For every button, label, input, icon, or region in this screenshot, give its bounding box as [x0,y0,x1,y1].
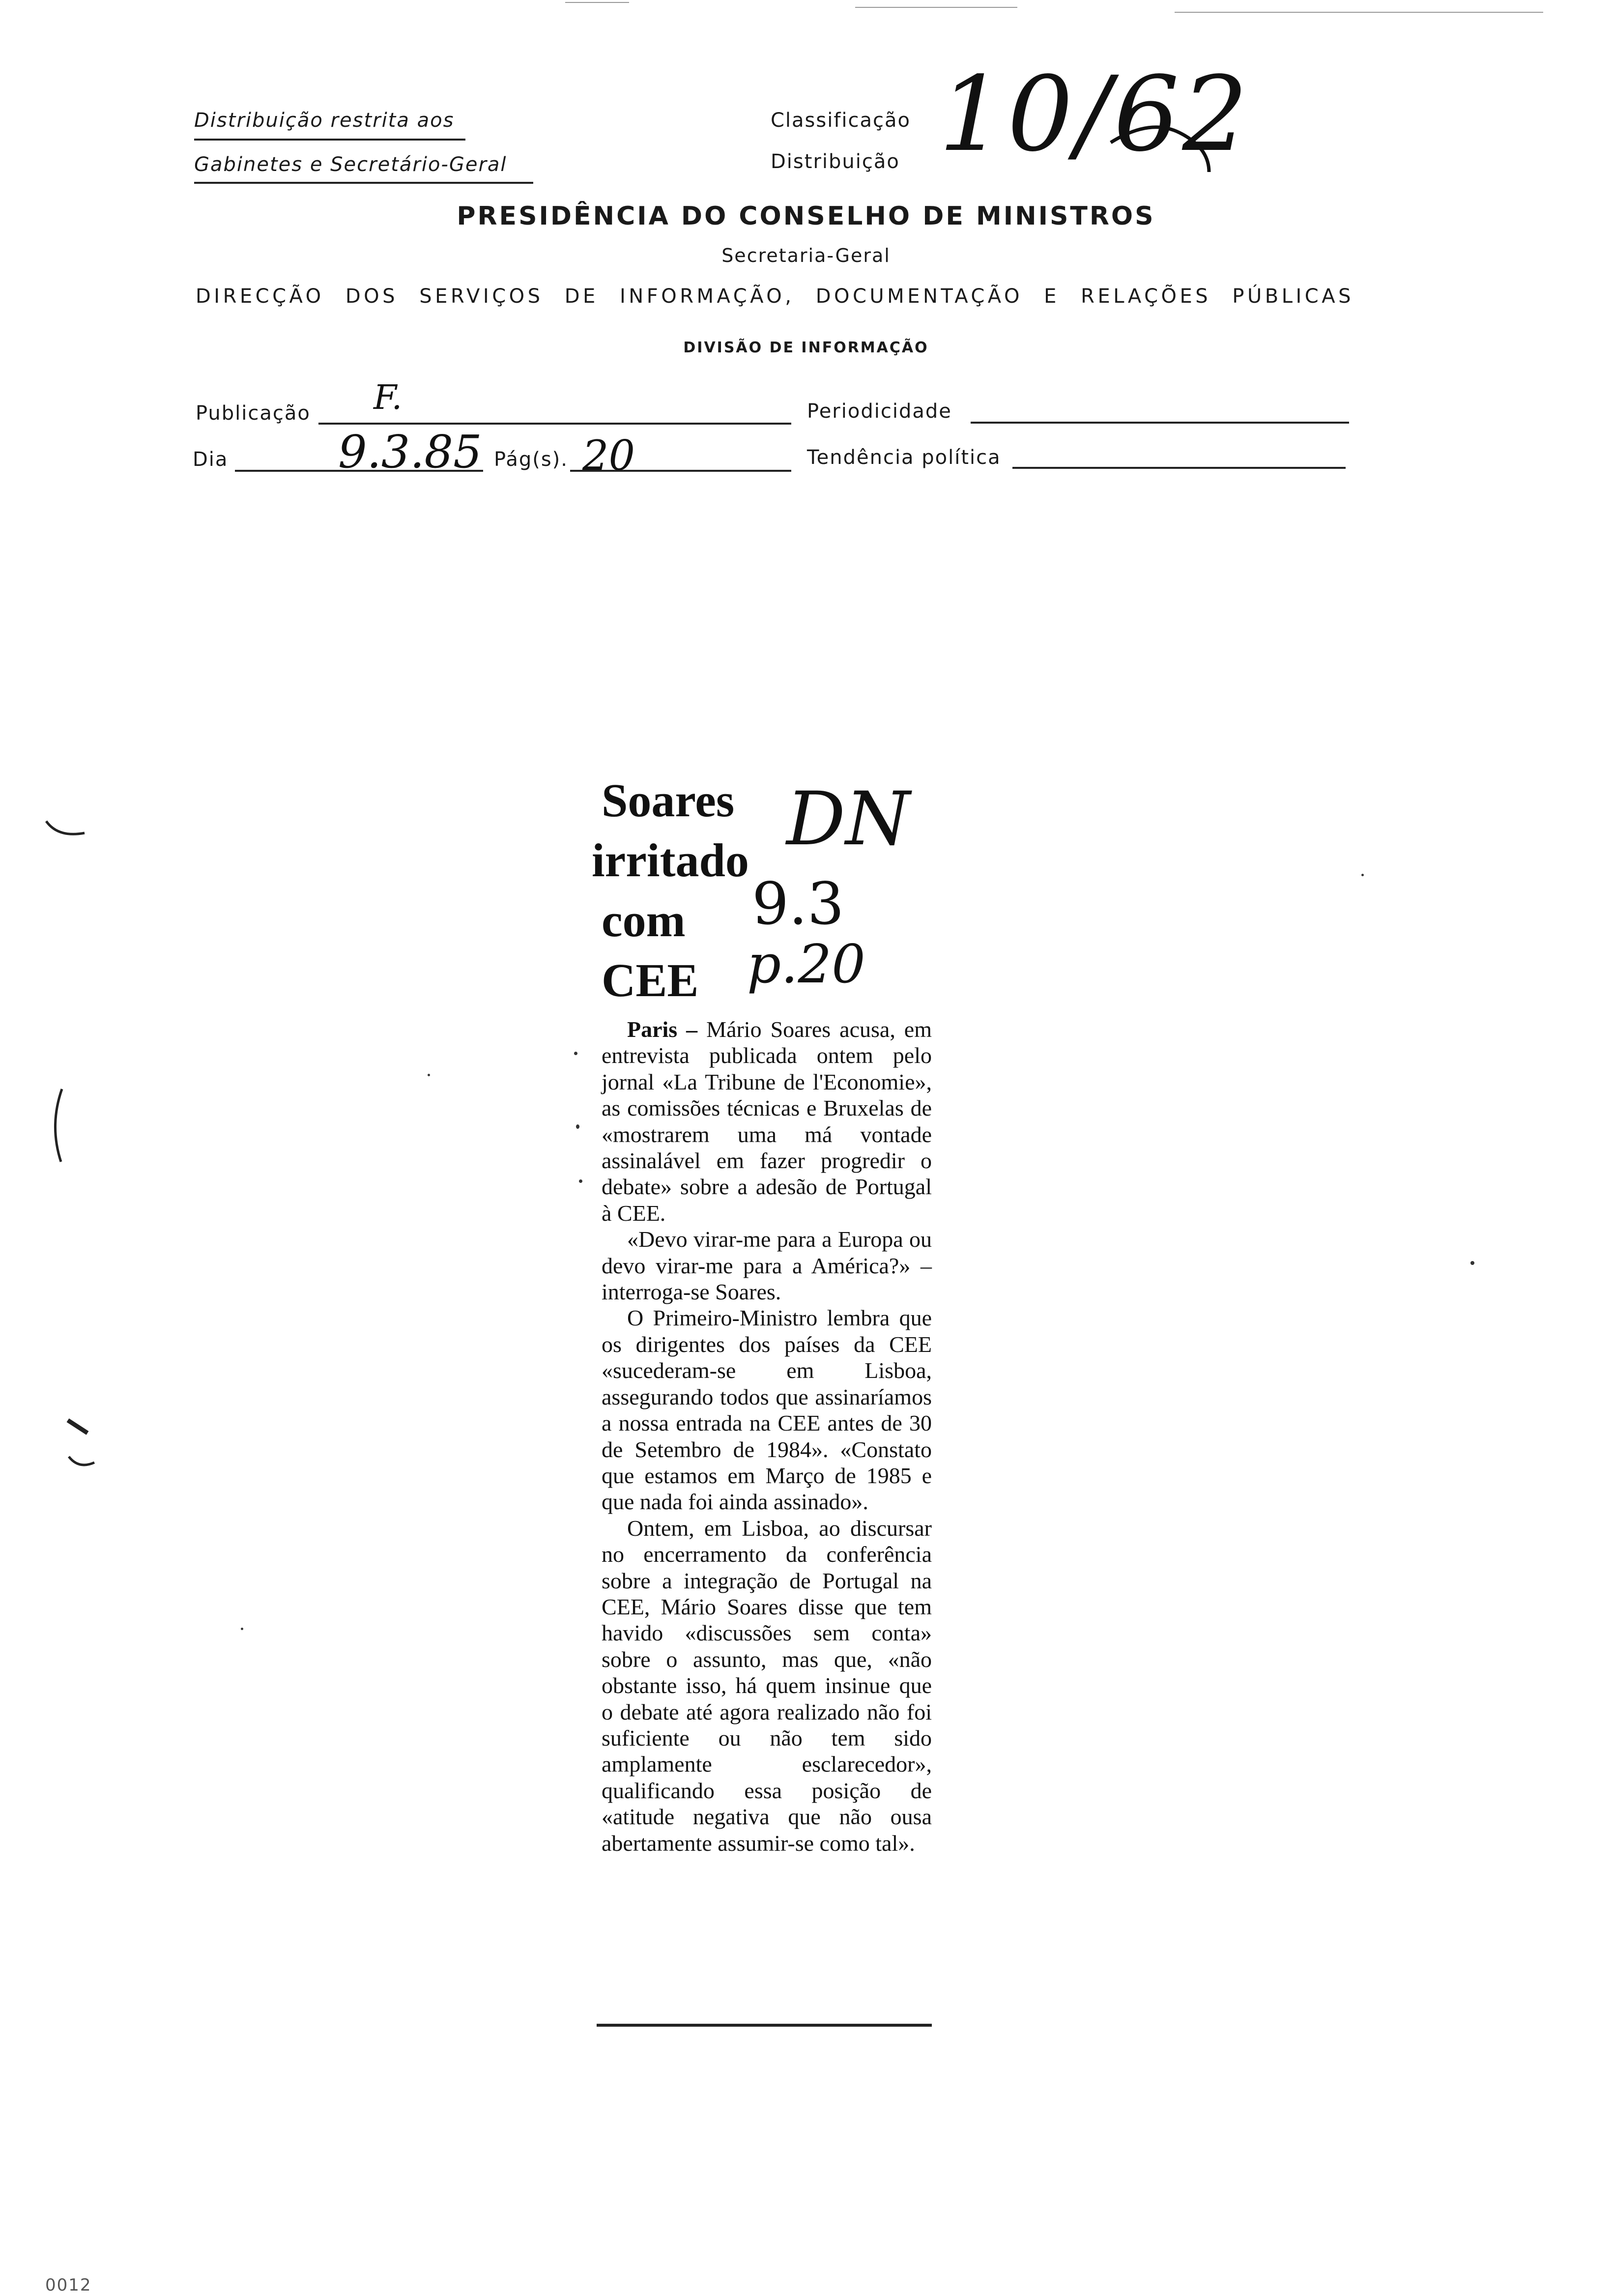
distribution-restriction-line2: Gabinetes e Secretário-Geral [194,153,507,176]
periodicity-field-line [971,422,1349,424]
scan-speck [428,1074,430,1076]
publication-field-line [318,423,791,425]
publication-label: Publicação [196,402,311,425]
directorate-title: DIRECÇÃO DOS SERVIÇOS DE INFORMAÇÃO, DOCUMENTAÇÃO E RELAÇÕES PÚBLICAS [196,285,1354,308]
article-dateline: Paris – [627,1017,698,1042]
pages-label: Pág(s). [494,448,568,471]
headline-line-3: com [602,894,686,947]
scan-speck [574,1052,577,1055]
periodicity-label: Periodicidade [807,400,952,423]
day-handwritten-value: 9.3.85 [338,426,482,478]
scan-speck [1361,874,1364,876]
headline-line-1: Soares [602,774,735,827]
pages-handwritten-value: 20 [582,431,635,480]
scan-artifact-line [565,2,629,3]
day-label: Dia [193,448,229,471]
distribution-underline [194,139,465,141]
handwritten-reference: 10/62 [939,54,1251,174]
division-title: DIVISÃO DE INFORMAÇÃO [683,339,929,356]
classification-label: Classificação [771,109,911,132]
handwritten-page-annotation: p.20 [747,934,865,995]
headline-line-2: irritado [592,834,749,887]
handwritten-flourish [1106,113,1214,177]
article-paragraph: O Primeiro-Ministro lembra que os dirigentes dos países da CEE «sucederam-se em Lisboa, assegurando todos que assinaríamos a nossa entrada na CEE antes de 30 de Setembro de 1984». «Constato que estamos em Março de 1985 e que nada foi ainda assinado». [602,1305,932,1515]
scan-speck [1470,1261,1474,1265]
institution-name: PRESIDÊNCIA DO CONSELHO DE MINISTROS [457,201,1155,231]
headline-line-4: CEE [602,954,699,1006]
publication-handwritten-value: F. [374,378,403,417]
scan-artifact-line [1175,12,1543,13]
scan-speck [241,1628,243,1630]
corner-mark: 0012 [45,2275,92,2295]
scan-artifact-line [855,7,1017,8]
institution-subtitle: Secretaria-Geral [721,245,891,266]
article-end-rule [597,2024,932,2027]
scan-margin-mark [43,818,87,843]
handwritten-date-annotation: 9.3 [752,870,844,938]
handwritten-source-annotation: DN [786,776,910,862]
tendency-field-line [1012,467,1346,469]
scan-speck [579,1179,582,1183]
article-paragraph: Ontem, em Lisboa, ao discursar no encerramento da conferência sobre a integração de Portugal na CEE, Mário Soares disse que tem havido «discussões sem conta» sobre o assunto, mas que, «não obstante isso, há quem insinue que o debate até agora realizado não foi suficiente ou não tem sido amplamente esclarecedor», qualificando essa posição de «atitude negativa que não ousa abertamente assumir-se como tal». [602,1515,932,1856]
article-paragraph [602,1016,932,1226]
distribution-restriction-line1: Distribuição restrita aos [194,109,455,132]
scan-speck [576,1124,579,1129]
article-body [602,1016,932,1856]
tendency-label: Tendência política [807,446,1001,469]
scan-margin-mark [64,1415,98,1474]
article-paragraph-1-text: Mário Soares acusa, em entrevista publicada ontem pelo jornal «La Tribune de l'Economie», as comissões técnicas e Bruxelas de «mostrarem uma má vontade assinalável em fazer progredir o debate» sobre a adesão de Portugal à CEE. [602,1017,932,1226]
article-paragraph: «Devo virar-me para a Europa ou devo virar-me para a América?» – interroga-se Soares. [602,1227,932,1305]
distribution-label: Distribuição [771,150,900,173]
scan-margin-mark [47,1086,67,1165]
distribution-underline [194,182,533,184]
